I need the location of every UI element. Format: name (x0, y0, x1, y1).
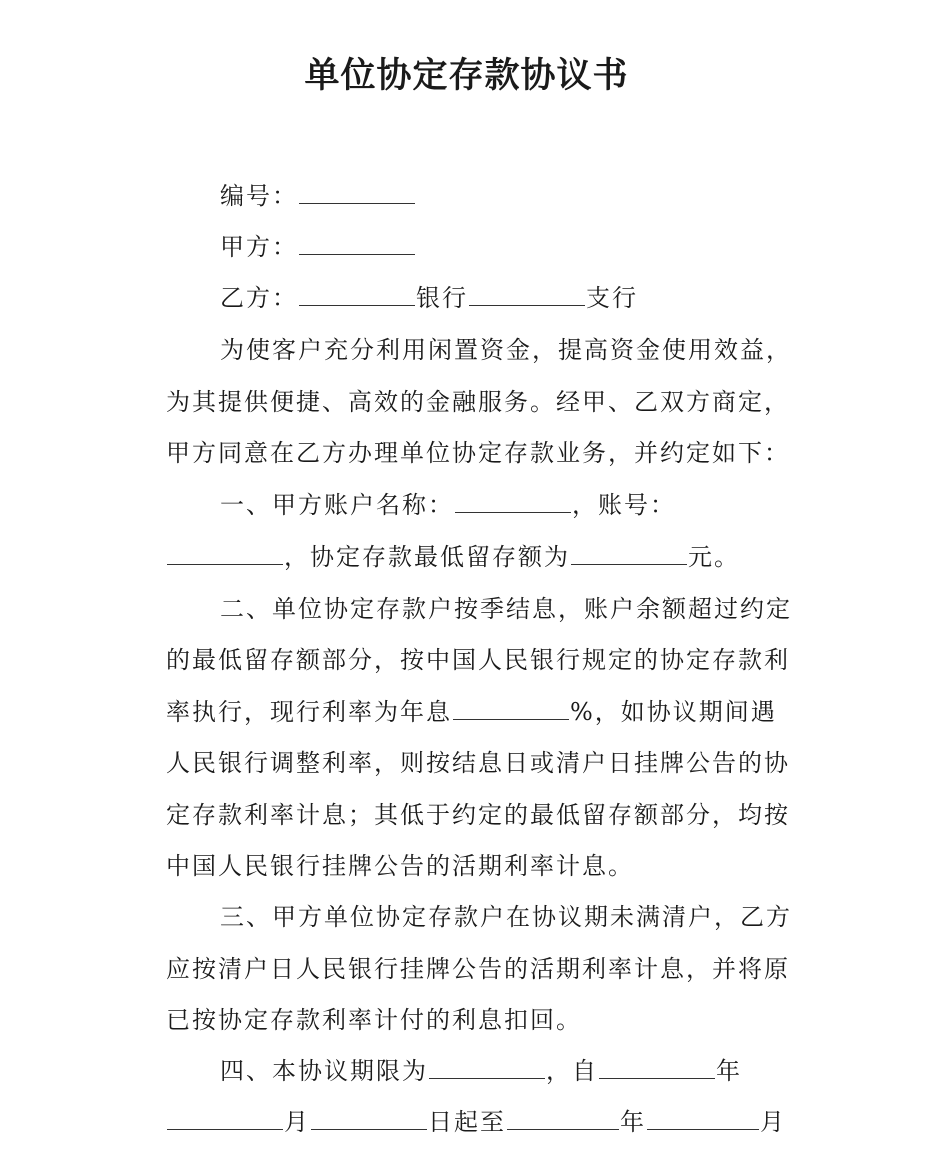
clause2-line-6: 中国人民银行挂牌公告的活期利率计息。 (166, 852, 634, 880)
party-b-label: 乙方： (220, 284, 298, 312)
number-label: 编号： (220, 182, 298, 210)
clause3-line-2: 应按清户日人民银行挂牌公告的活期利率计息，并将原 (166, 955, 790, 983)
clause2-text-l3b: %，如协议期间遇 (570, 698, 777, 726)
start-day-blank (311, 1128, 427, 1130)
clause4-text-c: 年 (716, 1057, 742, 1085)
interest-rate-blank (453, 718, 569, 720)
party-a-label: 甲方： (220, 233, 298, 261)
start-month-blank (167, 1128, 283, 1130)
clause4-text-f: 年 (620, 1108, 646, 1136)
clause4-text-d: 月 (284, 1108, 310, 1136)
clause2-line-2: 的最低留存额部分，按中国人民银行规定的协定存款利 (166, 646, 790, 674)
clause1-text-c: ，协定存款最低留存额为 (284, 543, 570, 571)
min-balance-blank (571, 563, 687, 565)
bank-name-blank (299, 304, 415, 306)
clause2-line-5: 定存款利率计息；其低于约定的最低留存额部分，均按 (166, 801, 790, 829)
account-name-blank (455, 511, 571, 513)
clause2-line-1: 二、单位协定存款户按季结息，账户余额超过约定 (220, 595, 792, 623)
bank-label: 银行 (416, 284, 468, 312)
end-month-blank (647, 1128, 759, 1130)
term-blank (429, 1077, 545, 1079)
clause4-line-1 (220, 1051, 742, 1091)
party-b-line (220, 278, 638, 318)
intro-line-1: 为使客户充分利用闲置资金，提高资金使用效益， (220, 336, 792, 364)
number-blank (299, 202, 415, 204)
clause1-text-a: 一、甲方账户名称： (220, 491, 454, 519)
end-year-blank (507, 1128, 619, 1130)
number-line (220, 176, 416, 216)
clause3-line-1: 三、甲方单位协定存款户在协议期未满清户，乙方 (220, 903, 792, 931)
clause4-line-2 (166, 1102, 786, 1142)
clause4-text-b: ，自 (546, 1057, 598, 1085)
clause4-text-e: 日起至 (428, 1108, 506, 1136)
clause4-text-a: 四、本协议期限为 (220, 1057, 428, 1085)
account-number-blank (167, 563, 283, 565)
start-year-blank (599, 1077, 715, 1079)
clause2-line-4: 人民银行调整利率，则按结息日或清户日挂牌公告的协 (166, 749, 790, 777)
clause1-line-1 (220, 485, 676, 525)
party-a-line (220, 227, 416, 267)
clause1-text-b: ，账号： (572, 491, 676, 519)
clause4-text-g: 月 (760, 1108, 786, 1136)
intro-line-2: 为其提供便捷、高效的金融服务。经甲、乙双方商定， (166, 388, 790, 416)
clause3-line-3: 已按协定存款利率计付的利息扣回。 (166, 1006, 582, 1034)
clause2-text-l3a: 率执行，现行利率为年息 (166, 698, 452, 726)
clause2-line-3 (166, 692, 777, 732)
intro-line-3: 甲方同意在乙方办理单位协定存款业务，并约定如下： (166, 439, 790, 467)
clause1-line-2 (166, 537, 740, 577)
document-title: 单位协定存款协议书 (304, 56, 629, 96)
branch-label: 支行 (586, 284, 638, 312)
branch-name-blank (469, 304, 585, 306)
clause1-text-d: 元。 (688, 543, 740, 571)
party-a-blank (299, 253, 415, 255)
